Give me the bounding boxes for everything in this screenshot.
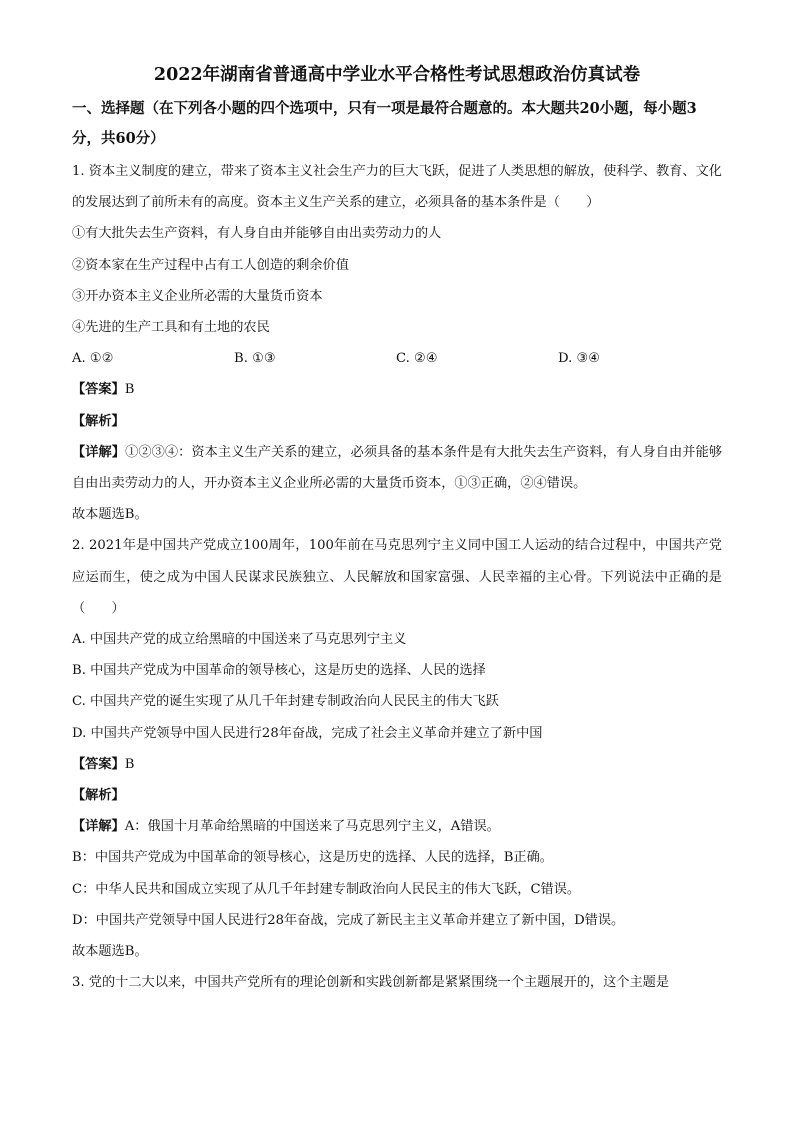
question-2-detail-a — [72, 811, 722, 842]
question-2-option-b: B. 中国共产党成为中国革命的领导核心，这是历史的选择、人民的选择 — [72, 663, 486, 679]
question-2-option-d: D. 中国共产党领导中国人民进行28年奋战，完成了社会主义革命并建立了新中国 — [72, 725, 543, 741]
question-1-conclusion: 故本题选B。 — [72, 507, 148, 523]
question-1-option-c: C. ②④ — [396, 351, 438, 367]
detail-label: 【详解】 — [72, 444, 126, 460]
question-2-conclusion: 故本题选B。 — [72, 944, 148, 960]
question-2-detail-b: B：中国共产党成为中国革命的领导核心，这是历史的选择、人民的选择，B正确。 — [72, 850, 553, 866]
question-1-item-1: ①有大批失去生产资料，有人身自由并能够自由出卖劳动力的人 — [72, 226, 442, 242]
detail-text: A：俄国十月革命给黑暗的中国送来了马克思列宁主义，A错误。 — [124, 819, 500, 835]
page-title: 2022年湖南省普通高中学业水平合格性考试思想政治仿真试卷 — [153, 65, 641, 85]
question-1-detail — [72, 437, 722, 499]
question-2 — [72, 530, 722, 967]
question-2-detail-c: C：中华人民共和国成立实现了从几千年封建专制政治向人民民主的伟大飞跃，C错误。 — [72, 881, 581, 897]
question-1 — [72, 156, 722, 530]
question-2-option-a: A. 中国共产党的成立给黑暗的中国送来了马克思列宁主义 — [72, 632, 407, 648]
answer-value: B — [124, 756, 135, 772]
question-2-answer — [72, 749, 722, 780]
detail-label: 【详解】 — [72, 819, 125, 835]
answer-label: 【答案】 — [72, 756, 125, 772]
answer-value: B — [124, 382, 135, 398]
question-2-option-c: C. 中国共产党的诞生实现了从几千年封建专制政治向人民民主的伟大飞跃 — [72, 694, 499, 710]
section-heading: 一、选择题（在下列各小题的四个选项中，只有一项是最符合题意的。本大题共20小题，每小题3分，共60分） — [72, 100, 697, 147]
exam-page — [72, 62, 722, 998]
question-1-option-d: D. ③④ — [558, 351, 601, 367]
question-2-stem: 2. 2021年是中国共产党成立100周年，100年前在马克思列宁主义同中国工人运动的结合过程中，中国共产党应运而生，使之成为中国人民谋求民族独立、人民解放和国家富强、人民幸福的主心骨。下列说法中正确的是（ ） — [72, 538, 722, 616]
question-1-option-b: B. ①③ — [234, 351, 276, 367]
detail-text: ①②③④：资本主义生产关系的建立，必须具备的基本条件是有大批失去生产资料，有人身自由并能够自由出卖劳动力的人，开办资本主义企业所必需的大量货币资本，①③正确，②④错误。 — [72, 444, 723, 492]
question-1-item-2: ②资本家在生产过程中占有工人创造的剩余价值 — [72, 257, 349, 273]
question-1-analysis-label: 【解析】 — [72, 413, 125, 429]
question-2-analysis-label: 【解析】 — [72, 788, 125, 804]
question-3-stem: 3. 党的十二大以来，中国共产党所有的理论创新和实践创新都是紧紧围绕一个主题展开的，这个主题是 — [72, 975, 670, 991]
question-2-detail-d: D：中国共产党领导中国人民进行28年奋战，完成了新民主主义革命并建立了新中国，D错误。 — [72, 912, 625, 928]
question-3 — [72, 967, 722, 998]
question-1-item-3: ③开办资本主义企业所必需的大量货币资本 — [72, 288, 323, 304]
answer-label: 【答案】 — [72, 382, 125, 398]
question-1-stem: 1. 资本主义制度的建立，带来了资本主义社会生产力的巨大飞跃，促进了人类思想的解放，使科学、教育、文化的发展达到了前所未有的高度。资本主义生产关系的建立，必须具备的基本条件是（ ） — [72, 164, 722, 211]
question-1-answer — [72, 374, 722, 405]
question-1-options — [72, 343, 722, 374]
question-1-item-4: ④先进的生产工具和有土地的农民 — [72, 320, 270, 336]
question-1-option-a: A. ①② — [72, 351, 114, 367]
